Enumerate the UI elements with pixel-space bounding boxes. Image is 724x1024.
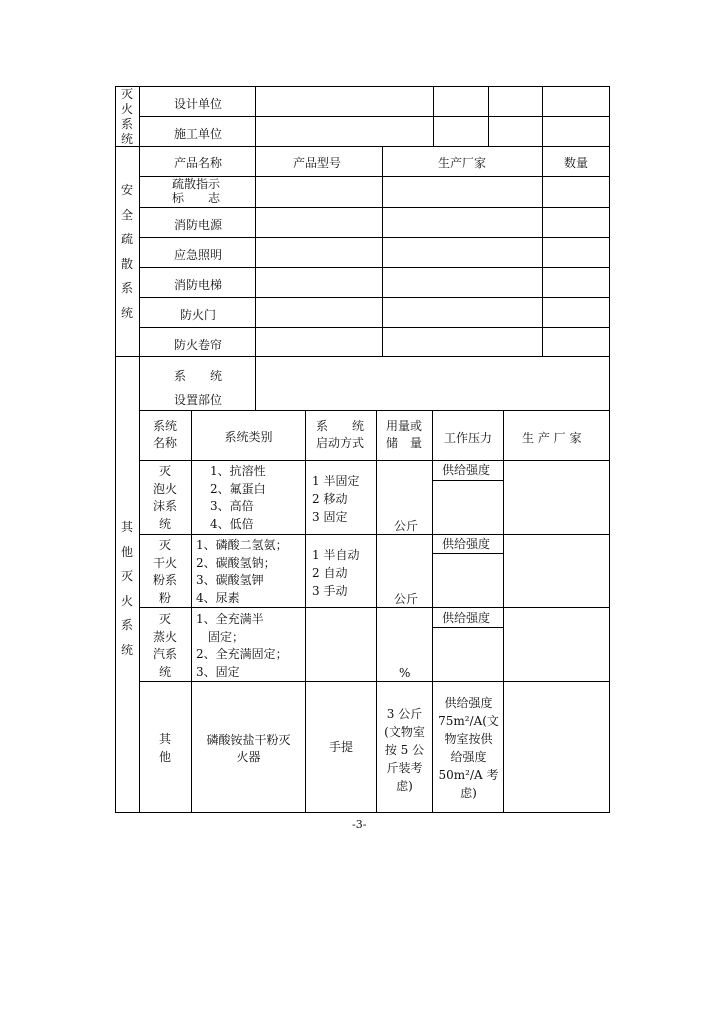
foam-supply-intensity: 供给强度 (442, 463, 491, 477)
other-start-mode: 手提 (328, 740, 353, 754)
header-amount: 用量或 储 量 (386, 419, 423, 450)
item-fire-power: 消防电源 (174, 218, 223, 232)
section-title-fire-system: 灭火系统 (120, 87, 133, 146)
header-work-pressure: 工作压力 (444, 431, 493, 445)
steam-unit: % (399, 666, 411, 680)
powder-start-modes: 1 半自动 2 自动 3 手动 (312, 548, 360, 598)
other-amount: 3 公斤 (文物室 按 5 公 斤装考 虑) (384, 707, 425, 793)
foam-system-types: 1、抗溶性 2、氟蛋白 3、高倍 4、低倍 (210, 464, 266, 531)
other-system-name: 其 他 (158, 732, 171, 764)
section-title-evacuation: 安全疏散系统 (120, 183, 133, 320)
steam-supply-intensity: 供给强度 (442, 611, 491, 625)
construction-unit-label: 施工单位 (174, 127, 223, 141)
header-start-mode: 系 统 启动方式 (316, 419, 365, 450)
header-manufacturer: 生产厂家 (438, 156, 487, 170)
section-title-other-systems: 其他灭火系统 (120, 520, 133, 657)
powder-system-types: 1、磷酸二氢氨； 2、碳酸氢钠； 3、碳酸氢钾 4、尿素 (196, 538, 288, 605)
header-maker: 生 产 厂 家 (522, 431, 582, 445)
other-system-type: 磷酸铵盐干粉灭 火器 (206, 733, 291, 764)
item-emergency-light: 应急照明 (174, 248, 223, 262)
header-quantity: 数量 (564, 156, 589, 170)
steam-system-name: 灭 蒸火 汽系 统 (152, 612, 177, 679)
page-number: -3- (352, 818, 367, 831)
item-fire-door: 防火门 (180, 308, 217, 322)
foam-start-modes: 1 半固定 2 移动 3 固定 (312, 474, 360, 524)
powder-system-name: 灭 干火 粉系 粉 (152, 538, 177, 605)
steam-system-types: 1、全充满半 固定； 2、全充满固定； 3、固定 (196, 612, 288, 679)
item-fire-elevator: 消防电梯 (174, 278, 223, 292)
item-fire-shutter: 防火卷帘 (174, 338, 223, 352)
system-location-label: 系 统 设置部位 (174, 369, 223, 407)
header-system-name: 系统 名称 (152, 419, 177, 450)
foam-system-name: 灭 泡火 沫系 统 (152, 464, 177, 531)
powder-supply-intensity: 供给强度 (442, 537, 491, 551)
header-product-name: 产品名称 (174, 156, 223, 170)
foam-unit: 公斤 (394, 519, 419, 533)
other-supply-intensity: 供给强度 75m²/A(文 物室按供 给强度 50m²/A 考 虑) (438, 696, 499, 800)
header-system-type: 系统类别 (224, 430, 273, 444)
design-unit-label: 设计单位 (174, 97, 223, 111)
header-product-model: 产品型号 (293, 156, 342, 170)
powder-unit: 公斤 (394, 592, 419, 606)
item-evac-sign: 疏散指示 标 志 (172, 177, 221, 205)
